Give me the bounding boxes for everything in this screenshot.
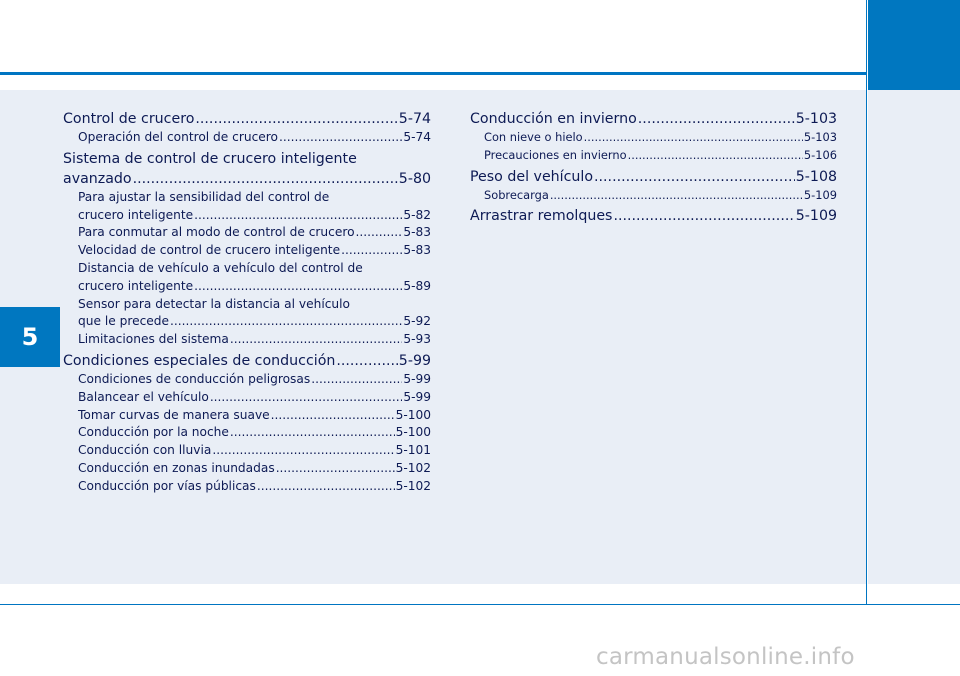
dot-leader	[276, 460, 395, 478]
toc-left-column	[63, 109, 431, 496]
toc-entry-title: Peso del vehículo	[470, 168, 594, 185]
toc-page-number: 5-83	[403, 225, 431, 240]
toc-subsection[interactable]	[63, 442, 431, 460]
toc-page-number: 5-93	[403, 332, 431, 347]
toc-page-number: 5-99	[403, 371, 431, 386]
toc-section[interactable]	[63, 109, 431, 129]
toc-section[interactable]	[470, 206, 837, 226]
dot-leader	[230, 424, 395, 442]
toc-entry-line: Distancia de vehículo a vehículo del control de	[78, 260, 363, 275]
dot-leader	[194, 207, 402, 225]
toc-entry-title: Conducción en zonas inundadas	[78, 460, 275, 475]
toc-page-number: 5-92	[403, 314, 431, 329]
toc-entry-title: que le precede	[78, 314, 170, 329]
dot-leader	[210, 389, 403, 407]
dot-leader	[584, 129, 803, 147]
toc-entry-title: Condiciones de conducción peligrosas	[78, 371, 311, 386]
toc-page-number: 5-109	[803, 187, 837, 202]
side-panel	[868, 90, 960, 584]
dot-leader	[271, 407, 395, 425]
dot-leader	[170, 313, 402, 331]
toc-subsection[interactable]	[63, 460, 431, 478]
toc-entry-title: Conducción por la noche	[78, 425, 229, 440]
toc-entry-title: Conducción con lluvia	[78, 443, 212, 458]
bottom-rule	[0, 604, 960, 605]
toc-subsection[interactable]	[470, 129, 837, 147]
toc-page-number: 5-103	[795, 111, 837, 127]
toc-subsection[interactable]	[470, 147, 837, 165]
toc-page-number: 5-101	[395, 443, 431, 458]
toc-subsection[interactable]	[63, 371, 431, 389]
toc-entry-title: Velocidad de control de crucero inteligente	[78, 243, 341, 258]
toc-section[interactable]	[63, 351, 431, 371]
dot-leader	[311, 371, 402, 389]
dot-leader	[257, 478, 395, 496]
toc-page-number: 5-99	[398, 352, 431, 369]
toc-page-number: 5-82	[403, 207, 431, 222]
dot-leader	[212, 442, 394, 460]
toc-entry-title: Arrastrar remolques	[470, 208, 613, 225]
toc-subsection[interactable]	[63, 129, 431, 147]
dot-leader	[230, 331, 402, 349]
toc-page-number: 5-89	[403, 278, 431, 293]
toc-subsection[interactable]	[63, 389, 431, 407]
toc-subsection[interactable]	[63, 278, 431, 296]
toc-entry-title: Control de crucero	[63, 111, 195, 127]
toc-section[interactable]	[63, 169, 431, 189]
toc-entry-title: Sobrecarga	[484, 187, 549, 202]
chapter-tab	[0, 307, 60, 367]
watermark: carmanualsonline.info	[596, 644, 855, 670]
toc-entry-title: Conducción por vías públicas	[78, 478, 256, 493]
dot-leader	[613, 206, 794, 226]
toc-subsection[interactable]	[63, 242, 431, 260]
toc-entry-line: Para ajustar la sensibilidad del control de	[78, 189, 330, 204]
toc-page-number: 5-109	[795, 208, 837, 225]
toc-page-number: 5-106	[803, 147, 837, 162]
toc-page-number: 5-83	[403, 243, 431, 258]
toc-entry-title: Condiciones especiales de conducción	[63, 352, 336, 369]
toc-entry-title: Con nieve o hielo	[484, 130, 583, 144]
dot-leader	[550, 187, 803, 205]
toc-page-number: 5-74	[403, 130, 431, 144]
toc-subsection[interactable]	[63, 207, 431, 225]
toc-right-column	[470, 109, 837, 226]
toc-subsection[interactable]	[63, 224, 431, 242]
dot-leader	[133, 169, 398, 189]
toc-entry-title: avanzado	[63, 170, 132, 187]
dot-leader	[356, 224, 403, 242]
toc-entry-line: Sensor para detectar la distancia al vehículo	[78, 296, 350, 311]
toc-section[interactable]	[470, 109, 837, 129]
toc-page-number: 5-102	[395, 478, 431, 493]
toc-page-number: 5-108	[795, 168, 837, 185]
dot-leader	[194, 278, 402, 296]
dot-leader	[195, 109, 397, 129]
toc-entry-title: Tomar curvas de manera suave	[78, 407, 270, 422]
toc-entry-line: Sistema de control de crucero inteligente	[63, 150, 357, 167]
toc-subsection[interactable]	[470, 187, 837, 205]
toc-page-number: 5-74	[398, 111, 431, 127]
toc-entry-title: Balancear el vehículo	[78, 389, 209, 404]
toc-entry-title: crucero inteligente	[78, 207, 194, 222]
toc-page-number: 5-99	[403, 389, 431, 404]
chapter-number: 5	[21, 323, 39, 351]
dot-leader	[594, 167, 795, 187]
dot-leader	[336, 351, 397, 371]
toc-subsection[interactable]	[63, 424, 431, 442]
toc-page-number: 5-100	[395, 425, 431, 440]
toc-subsection[interactable]	[63, 313, 431, 331]
toc-subsection[interactable]	[63, 331, 431, 349]
toc-entry-title: crucero inteligente	[78, 278, 194, 293]
dot-leader	[341, 242, 402, 260]
toc-entry-title: Conducción en invierno	[470, 111, 637, 127]
toc-page-number: 5-103	[803, 130, 837, 144]
toc-entry-title: Para conmutar al modo de control de crucero	[78, 225, 355, 240]
toc-entry-title: Operación del control de crucero	[78, 130, 279, 144]
toc-page-number: 5-100	[395, 407, 431, 422]
dot-leader	[638, 109, 795, 129]
toc-section[interactable]	[470, 167, 837, 187]
toc-entry-title: Precauciones en invierno	[484, 147, 627, 162]
top-rule	[0, 72, 866, 75]
dot-leader	[628, 147, 803, 165]
dot-leader	[279, 129, 402, 147]
toc-page-number: 5-80	[398, 170, 431, 187]
vertical-rule	[866, 0, 867, 604]
corner-block	[868, 0, 960, 90]
toc-subsection[interactable]	[63, 407, 431, 425]
toc-page-number: 5-102	[395, 460, 431, 475]
toc-entry-title: Limitaciones del sistema	[78, 332, 229, 347]
toc-subsection[interactable]	[63, 478, 431, 496]
